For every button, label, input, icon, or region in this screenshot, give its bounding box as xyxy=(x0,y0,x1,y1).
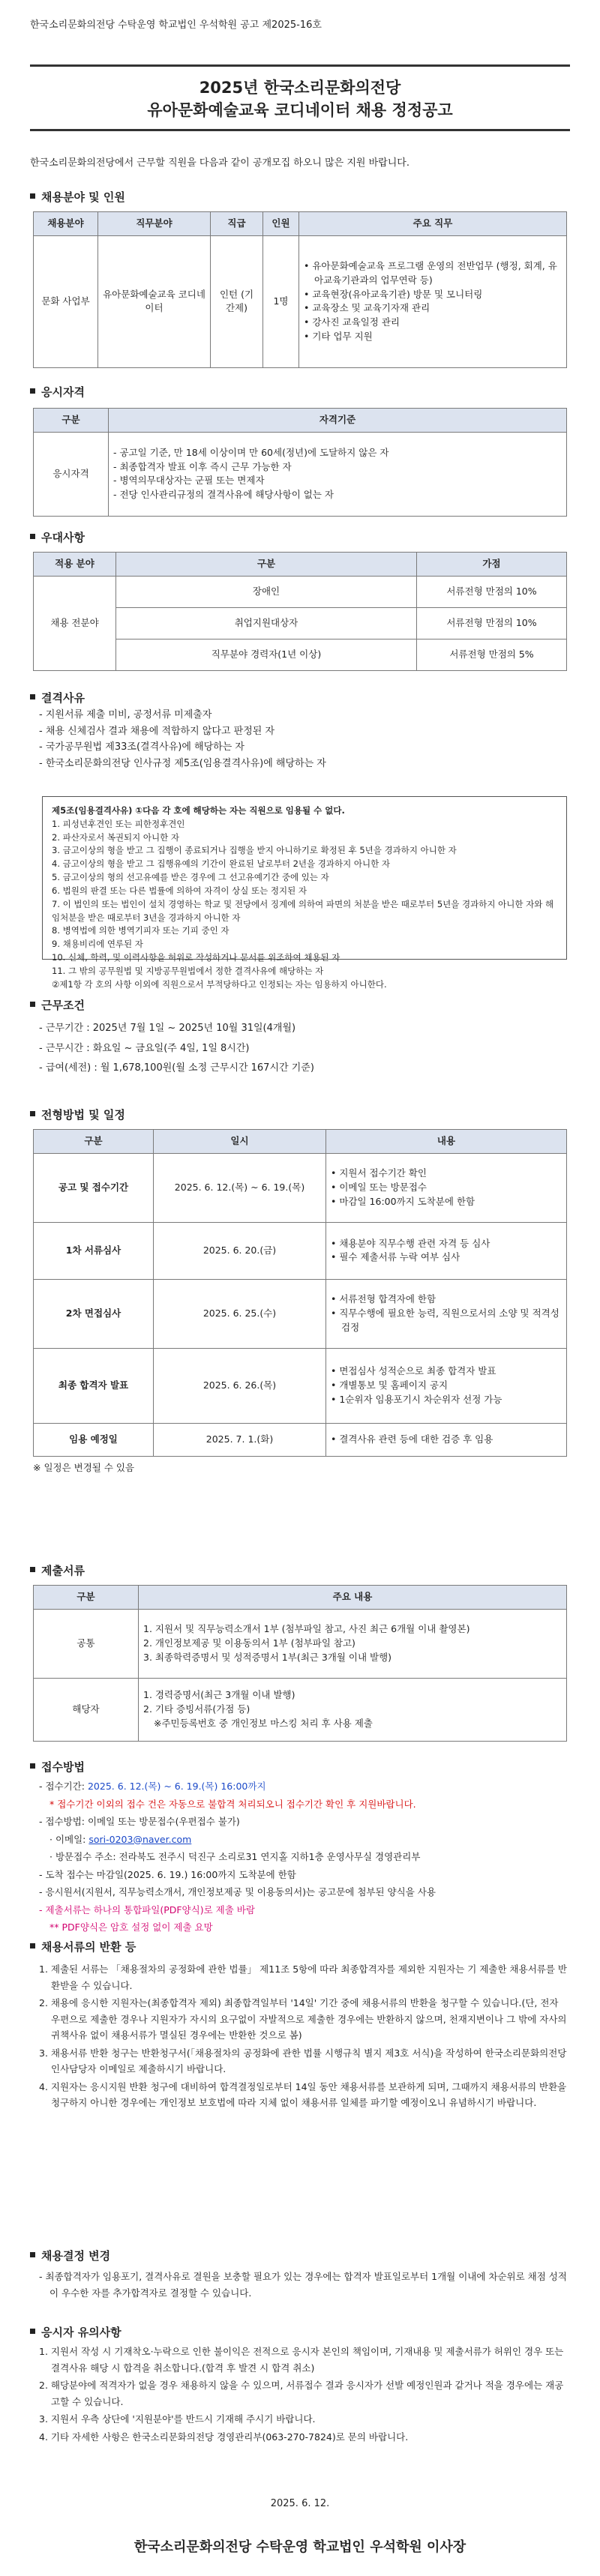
section-documents-heading: 제출서류 xyxy=(30,1562,85,1580)
qualification-table: 구분 자격기준 응시자격 - 공고일 기준, 만 18세 이상이며 만 60세(정년)에 도달하지 않은 자 - 최종합격자 발표 이후 즉시 근무 가능한 자 - 병역의무대상자는 군필 또는 면제자 - 전당 인사관리규정의 결격사유에 해당사항이 없는 자 xyxy=(33,408,567,517)
documents-table: 구분 주요 내용 공통 1. 지원서 및 직무능력소개서 1부 (첨부파일 참고, 사진 최근 6개월 이내 촬영본) 2. 개인정보제공 및 이용동의서 1부 (첨부파일 참고) 3. 최종학력증명서 및 성적증명서 1부(최근 3개월 이내 발행) 해당자 1. 경력증명서(최근 3개월 이내 발행) 2. 기타 증빙서류(가점 등) ※주민등록번호 중 개인정보 마스킹 처리 후 사용 제출 xyxy=(33,1585,567,1742)
return-list: 1. 제출된 서류는 「채용절차의 공정화에 관한 법률」 제11조 5항에 따라 최종합격자를 제외한 지원자는 기 제출한 채용서류를 반환받을 수 있습니다. 2. 채용에 응시한 지원자는(최종합격자 제외) 최종합격일부터 '14일' 기간 중에 채용서류의 반환을 청구할 수 있습니다.(단, 전자우편으로 제출한 경우나 지원자가 자시의 요구없이 자발적으로 제출한 경우에는 반환하지 않으며, 천재지변이나 그 밖에 자사의 귀책사유 없이 채용서류가 멸실된 경우에는 반환한 것으로 봄) 3. 채용서류 반환 청구는 반환청구서(「채용절차의 공정화에 관한 법률 시행규칙 별지 제3호 서식)을 작성하여 한국소리문화의전당 인사담당자 이메일로 제출하시기 바랍니다. 4. 지원자는 응시지원 반환 청구에 대비하여 합격결정일로부터 14일 동안 채용서류를 보관하게 되며, 그때까지 채용서류의 반환을 청구하지 아니한 경우에는 개인정보 보호법에 따라 지체 없이 채용서류 일체를 파기할 예정이오니 유념하시기 바랍니다. xyxy=(39,1963,567,2108)
title-top-rule xyxy=(30,64,570,67)
grade-cell: 인턴 (기간제) xyxy=(211,235,263,367)
table-row: 1차 서류심사 2025. 6. 20.(금) • 채용분야 직무수행 관련 자격 등 심사 • 필수 제출서류 누락 여부 심사 xyxy=(34,1222,567,1279)
page-title: 2025년 한국소리문화의전당 유아문화예술교육 코디네이터 채용 정정공고 xyxy=(147,79,453,120)
table-row: 임용 예정일 2025. 7. 1.(화) • 결격사유 관련 등에 대한 검증 후 임용 xyxy=(34,1423,567,1456)
caution-list: 1. 지원서 작성 시 기재착오·누락으로 인한 불이익은 전적으로 응시자 본인의 책임이며, 기재내용 및 제출서류가 허위인 경우 또는 결격사유 해당 시 합격을 취소합니다.(합격 후 발견 시 합격 취소) 2. 해당분야에 적격자가 없을 경우 채용하지 않을 수 있으며, 서류접수 결과 응시자가 선발 예정인원과 같거나 적을 경우에는 재공고할 수 있습니다. 3. 지원서 우측 상단에 '지원분야'를 반드시 기재해 주시기 바랍니다. 4. 기타 자세한 사항은 한국소리문화의전당 경영관리부(063-270-7824)로 문의 바랍니다. xyxy=(39,2346,564,2443)
schedule-note: ※ 일정은 변경될 수 있음 xyxy=(33,1461,135,1473)
notice-reference: 한국소리문화의전당 수탁운영 학교법인 우석학원 공고 제2025-16호 xyxy=(30,19,322,31)
receipt-list: - 접수기간: 2025. 6. 12.(목) ~ 6. 19.(목) 16:00까지 * 접수기간 이외의 접수 건은 자동으로 불합격 처리되오니 접수기간 확인 후 지원바랍니다. - 접수방법: 이메일 또는 방문접수(우편접수 불가) · 이메일: sori-0203@naver.com · 방문접수 주소: 전라북도 전주시 덕진구 소리로31 연지홀 지하1층 운영사무실 경영관리부 - 도착 접수는 마감일(2025. 6. 19.) 16:00까지 도착분에 한함 - 응시원서(지원서, 직무능력소개서, 개인정보제공 및 이용동의서)는 공고문에 첨부된 양식을 사용 - 제출서류는 하나의 통합파일(PDF양식)로 제출 바람 ** PDF양식은 암호 설정 없이 제출 요망 xyxy=(39,1781,436,1933)
change-text: - 최종합격자가 임용포기, 결격사유로 결원을 보충할 필요가 있는 경우에는 합격자 발표일로부터 1개월 이내에 차순위로 채점 성적이 우수한 자를 추가합격자로 결정할 수 있습니다. xyxy=(39,2271,567,2299)
table-row: 2차 면접심사 2025. 6. 25.(수) • 서류전형 합격자에 한함 • 직무수행에 필요한 능력, 직원으로서의 소양 및 적격성 검정 xyxy=(34,1279,567,1348)
notice-date: 2025. 6. 12. xyxy=(270,2498,330,2509)
section-receipt-heading: 접수방법 xyxy=(30,1759,85,1776)
section-disqualification-heading: 결격사유 xyxy=(30,690,85,707)
signature: 한국소리문화의전당 수탁운영 학교법인 우석학원 이사장 xyxy=(134,2539,466,2555)
section-change-heading: 채용결정 변경 xyxy=(30,2248,110,2265)
section-return-heading: 채용서류의 반환 등 xyxy=(30,1939,136,1956)
schedule-table: 구분 일시 내용 공고 및 접수기간 2025. 6. 12.(목) ~ 6. 19.(목) • 지원서 접수기간 확인 • 이메일 또는 방문접수 • 마감일 16:00까지 도착분에 한함 1차 서류심사 2025. 6. 20.(금) • 채용분야 직무수행 관련 자격 등 심사 • 필수 제출서류 누락 여부 심사 2차 면접심사 2025. 6. 25.(수) • 서류전형 합격자에 한함 • 직무수행에 필요한 능력, 직원으로서의 소양 및 적격성 검정 최종 합격자 발표 2025. 6. 26.(목) • 면접심사 성적순으로 최종 합격자 발표 • 개별통보 및 홈페이지 공지 • 1순위자 임용포기시 차순위자 선정 가능 임용 예정일 2025. 7. 1.(화) • 결격사유 관련 등에 대한 검증 후 임용 ※ 일정은 변경될 수 있음 xyxy=(33,1129,567,1475)
intro-text: 한국소리문화의전당에서 근무할 직원을 다음과 같이 공개모집 하오니 많은 지원 바랍니다. xyxy=(30,157,410,169)
duties-cell: • 유아문화예술교육 프로그램 운영의 전반업무 (행정, 회계, 유아교육기관과의 업무연락 등) • 교육현장(유아교육기관) 방문 및 모니터링 • 교육장소 및 교육기자재 관리 • 강사진 교육일정 관리 • 기타 업무 지원 xyxy=(299,235,567,367)
section-conditions-heading: 근무조건 xyxy=(30,997,85,1014)
section-field-heading: 채용분야 및 인원 xyxy=(30,189,125,206)
section-qualification-heading: 응시자격 xyxy=(30,384,85,401)
email-link[interactable]: sori-0203@naver.com xyxy=(88,1833,192,1845)
section-schedule-heading: 전형방법 및 일정 xyxy=(30,1107,125,1124)
table-row: 공고 및 접수기간 2025. 6. 12.(목) ~ 6. 19.(목) • 지원서 접수기간 확인 • 이메일 또는 방문접수 • 마감일 16:00까지 도착분에 한함 xyxy=(34,1153,567,1222)
title-bottom-rule xyxy=(30,129,570,131)
section-caution-heading: 응시자 유의사항 xyxy=(30,2324,122,2341)
conditions-list: - 근무기간 : 2025년 7월 1일 ~ 2025년 10월 31일(4개월) - 근무시간 : 화요일 ~ 금요일(주 4일, 1일 8시간) - 급여(세전) : 월 1,678,100원(월 소정 근무시간 167시간 기준) xyxy=(39,1023,314,1074)
table-row: 최종 합격자 발표 2025. 6. 26.(목) • 면접심사 성적순으로 최종 합격자 발표 • 개별통보 및 홈페이지 공지 • 1순위자 임용포기시 차순위자 선정 가능 xyxy=(34,1348,567,1423)
field-table: 채용분야 직무분야 직급 인원 주요 직무 문화 사업부 유아문화예술교육 코디네이터 인턴 (기간제) 1명 • 유아문화예술교육 프로그램 운영의 전반업무 (행정, 회계, 유아교육기관과의 업무연락 등) • 교육현장(유아교육기관) 방문 및 모니터링 • 교육장소 및 교육기자재 관리 • 강사진 교육일정 관리 • 기타 업무 지원 xyxy=(33,211,567,368)
count-cell: 1명 xyxy=(263,235,299,367)
section-preference-heading: 우대사항 xyxy=(30,529,85,547)
disqualification-list: - 지원서류 제출 미비, 공정서류 미제출자 - 채용 신체검사 결과 채용에 적합하지 않다고 판정된 자 - 국가공무원법 제33조(결격사유)에 해당하는 자 - 한국소리문화의전당 인사규정 제5조(임용결격사유)에 해당하는 자 xyxy=(39,709,326,769)
field-cell: 문화 사업부 xyxy=(34,235,98,367)
job-cell: 유아문화예술교육 코디네이터 xyxy=(98,235,211,367)
preference-table: 적용 분야 구분 가점 채용 전분야 장애인 서류전형 만점의 10% 취업지원대상자 서류전형 만점의 10% 직무분야 경력자(1년 이상) 서류전형 만점의 5% xyxy=(33,552,567,671)
disqualification-rule-box: 제5조(임용결격사유) ①다음 각 호에 해당하는 자는 직원으로 임용될 수 없다. 1. 피성년후견인 또는 피한정후견인 2. 파산자로서 복권되지 아니한 자 3. 금고이상의 형을 받고 그 집행이 종료되거나 집행을 받지 아니하기로 확정된 후 5년을 경과하지 아니한 자 4. 금고이상의 형을 받고 그 집행유예의 기간이 완료된 날로부터 2년을 경과하지 아니한 자 5. 금고이상의 형의 선고유예를 받은 경우에 그 선고유예기간 중에 있는 자 6. 법원의 판결 또는 다른 법률에 의하여 자격이 상실 또는 정지된 자 7. 이 법인의 또는 법인이 설치 경영하는 학교 및 전당에서 징계에 의하여 파면의 처분을 받은 때로부터 5년을 경과하지 아니한 자와 해임처분을 받은 때로부터 3년을 경과하지 아니한 자 8. 병역법에 의한 병역기피자 또는 기피 중인 자 9. 채용비리에 연루된 자 10. 신체, 학력, 및 이력사항을 허위로 작성하거나 문서를 위조하여 채용된 자 11. 그 밖의 공무원법 및 지방공무원법에서 정한 결격사유에 해당하는 자 ②제1항 각 호의 사항 이외에 직원으로서 부적당하다고 인정되는 자는 임용하지 아니한다. xyxy=(42,796,567,960)
